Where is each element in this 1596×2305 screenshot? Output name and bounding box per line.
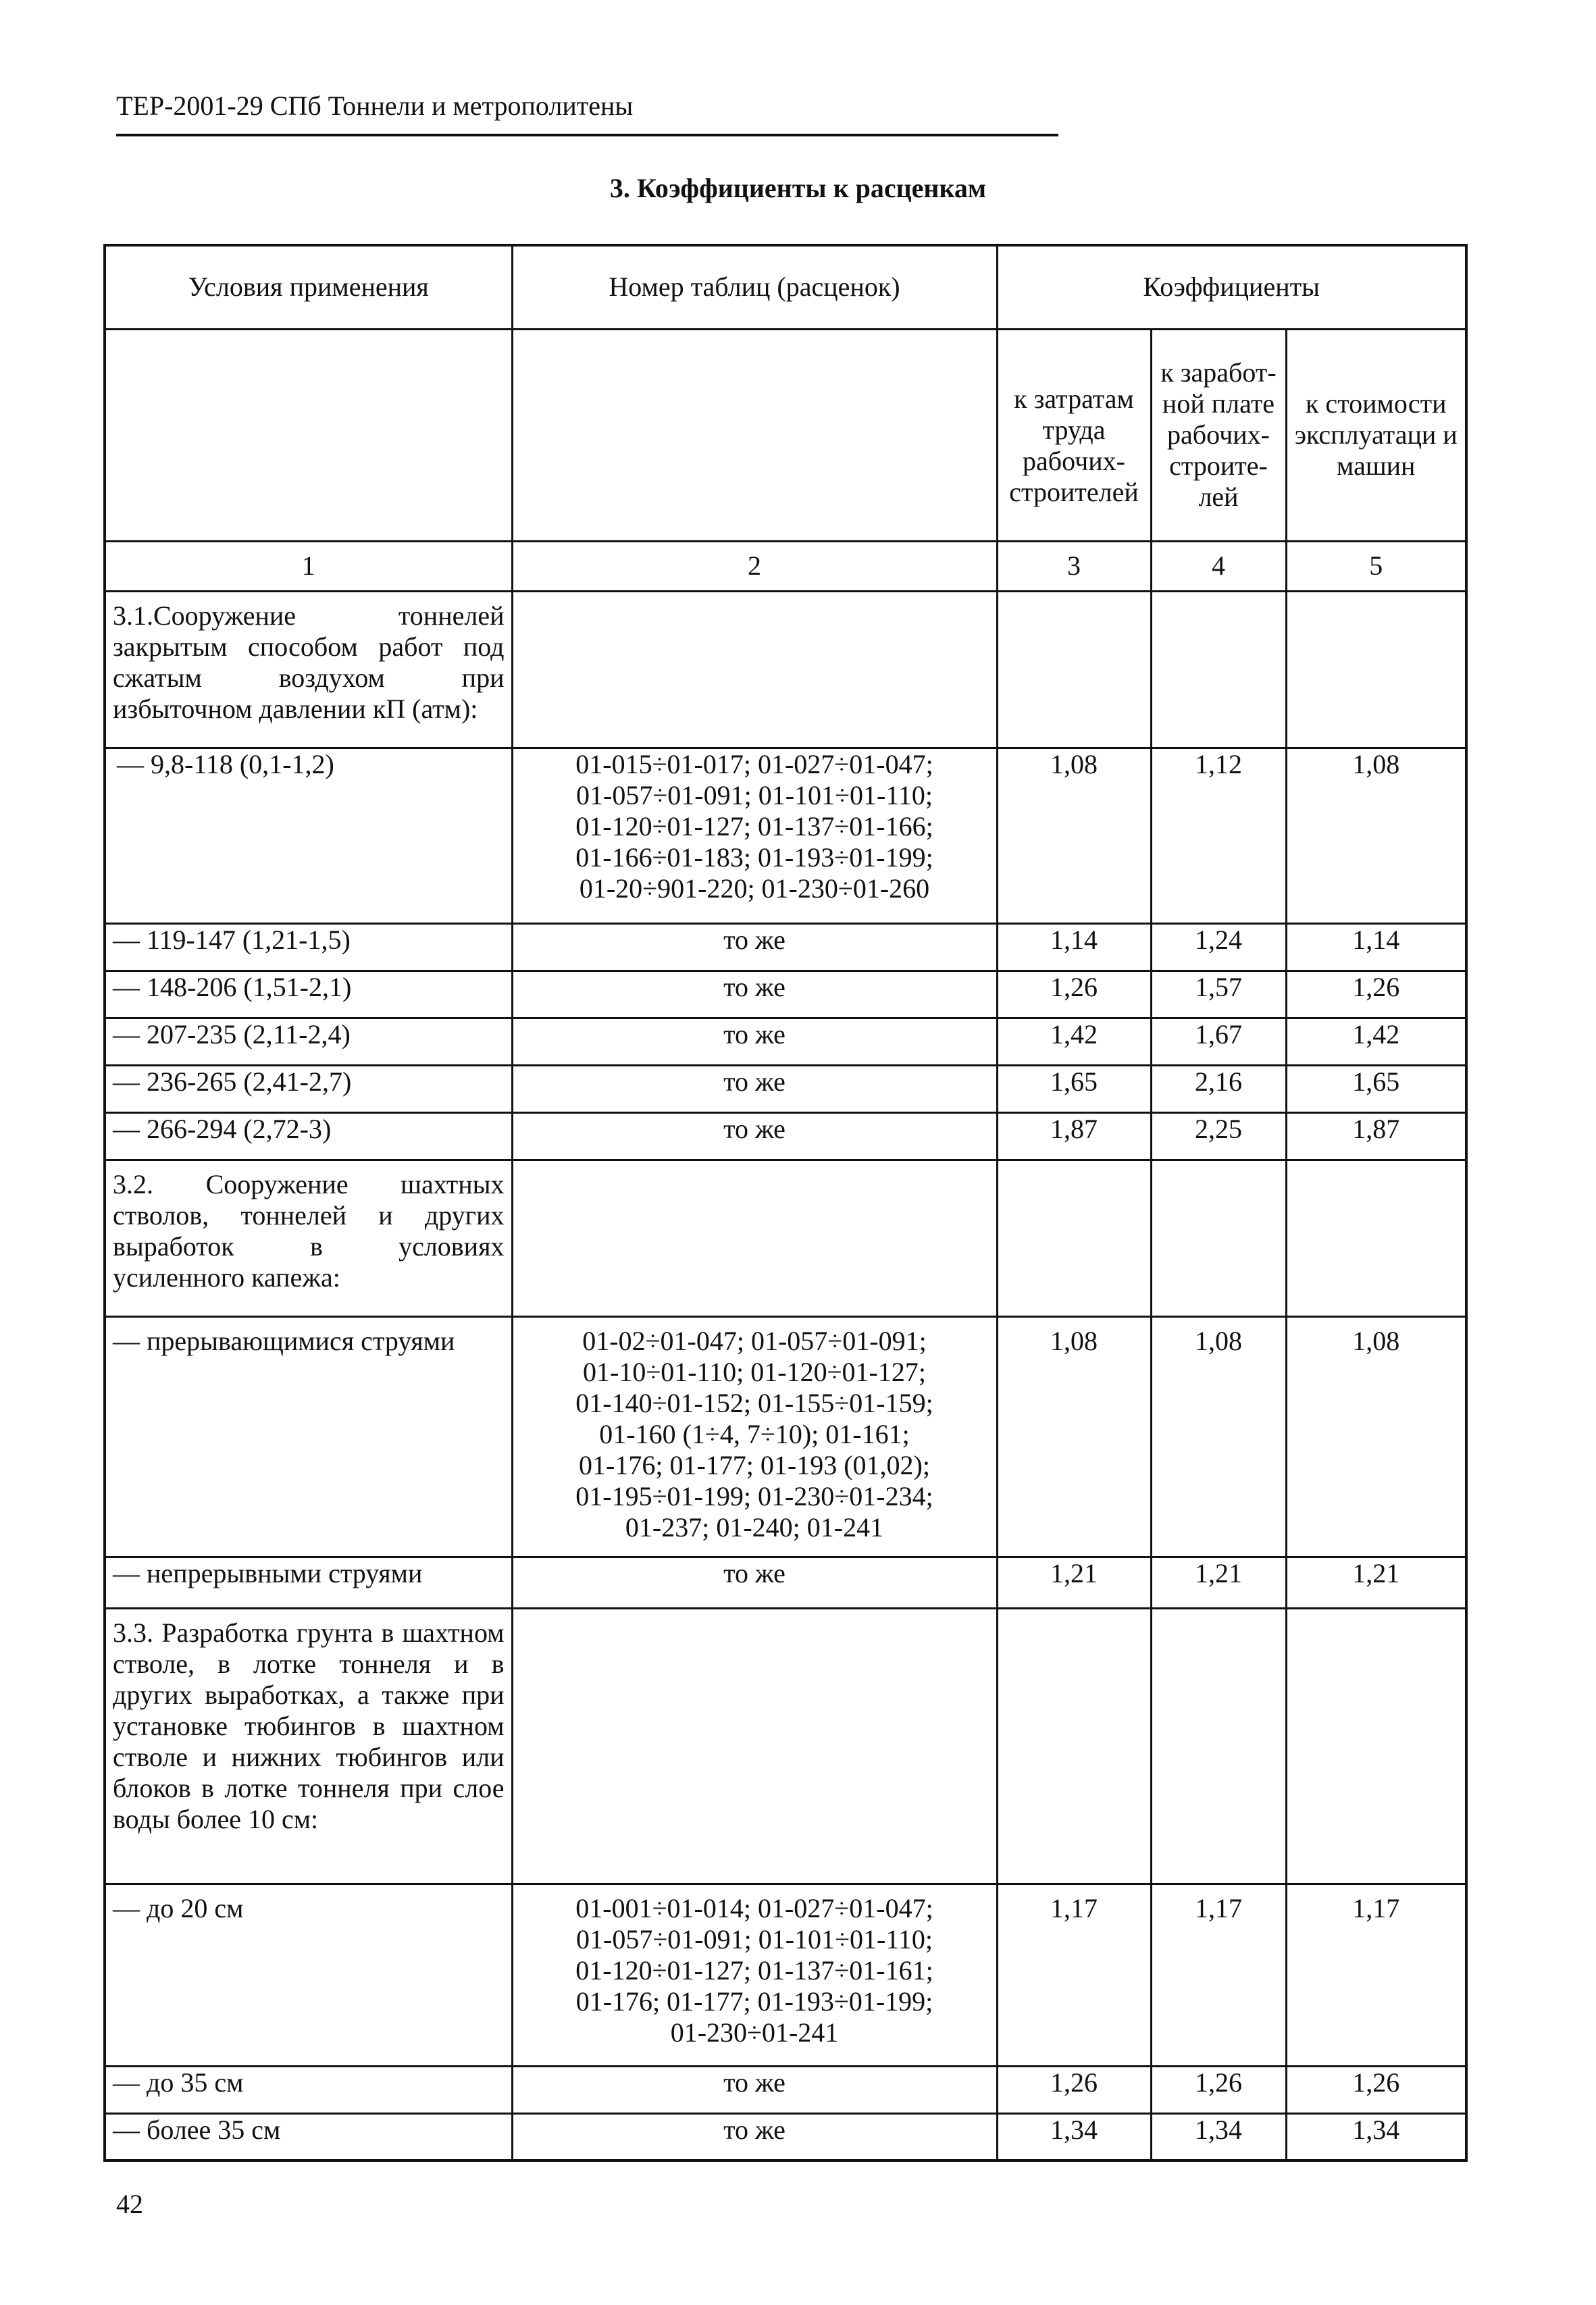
tables-line: 01-160 (1÷4, 7÷10); 01-161; bbox=[599, 1418, 910, 1449]
row-tables bbox=[512, 748, 997, 923]
group-title: 3.1.Сооружение тоннелей закрытым способом работ под сжатым воздухом при избыточном давлении кП (атм): bbox=[105, 591, 512, 748]
col-number-3: 3 bbox=[997, 541, 1151, 591]
table-row bbox=[105, 1557, 1466, 1608]
tables-line: 01-230÷01-241 bbox=[670, 2017, 839, 2048]
row-condition: — непрерывными струями bbox=[105, 1557, 512, 1608]
header-machines-text: к стоимости эксплуатаци и машин bbox=[1294, 388, 1458, 481]
row-coef-labor: 1,21 bbox=[997, 1557, 1151, 1608]
tables-line: 01-195÷01-199; 01-230÷01-234; bbox=[575, 1480, 933, 1511]
table-row bbox=[105, 970, 1466, 1018]
row-coef-machines: 1,21 bbox=[1286, 1557, 1466, 1608]
row-coef-wages: 2,16 bbox=[1151, 1065, 1286, 1112]
row-coef-labor: 1,87 bbox=[997, 1112, 1151, 1160]
tables-line: 01-057÷01-091; 01-101÷01-110; bbox=[576, 779, 933, 810]
page-number: 42 bbox=[116, 2189, 143, 2219]
row-coef-wages: 1,12 bbox=[1151, 748, 1286, 923]
row-coef-machines: 1,17 bbox=[1286, 1884, 1466, 2066]
header-conditions: Условия применения bbox=[105, 245, 512, 329]
row-tables: то же bbox=[512, 1018, 997, 1065]
row-coef-wages: 1,67 bbox=[1151, 1018, 1286, 1065]
table-row bbox=[105, 923, 1466, 970]
tables-line: 01-120÷01-127; 01-137÷01-166; bbox=[575, 810, 933, 841]
row-tables: то же bbox=[512, 1065, 997, 1112]
tables-line: 01-20÷901-220; 01-230÷01-260 bbox=[579, 873, 930, 904]
group-title-blank bbox=[512, 591, 997, 748]
tables-line: 01-015÷01-017; 01-027÷01-047; bbox=[575, 748, 933, 779]
row-condition: — до 35 см bbox=[105, 2066, 512, 2113]
row-coef-wages: 1,17 bbox=[1151, 1884, 1286, 2066]
tables-line: 01-10÷01-110; 01-120÷01-127; bbox=[583, 1356, 926, 1387]
group-title-blank bbox=[1151, 1608, 1286, 1884]
row-coef-machines: 1,26 bbox=[1286, 970, 1466, 1018]
group-title-blank bbox=[512, 1608, 997, 1884]
row-coef-wages: 1,21 bbox=[1151, 1557, 1286, 1608]
row-coef-machines: 1,26 bbox=[1286, 2066, 1466, 2113]
table-row bbox=[105, 1018, 1466, 1065]
row-tables bbox=[512, 1316, 997, 1557]
row-condition: — 9,8-118 (0,1-1,2) bbox=[105, 748, 512, 923]
row-condition: — 148-206 (1,51-2,1) bbox=[105, 970, 512, 1018]
running-header: ТЕР-2001-29 СПб Тоннели и метрополитены bbox=[116, 90, 634, 121]
row-coef-labor: 1,14 bbox=[997, 923, 1151, 970]
group-title: 3.3. Разработка грунта в шахтном стволе, в лотке тоннеля и в других выработках, а также при установке тюбингов в шахтном стволе и нижних тюбингов или блоков в лотке тоннеля при слое воды более 10 см: bbox=[105, 1608, 512, 1884]
header-coefficients: Коэффициенты bbox=[997, 245, 1466, 329]
row-tables: то же bbox=[512, 2113, 997, 2160]
group-title-blank bbox=[997, 1160, 1151, 1316]
table-row bbox=[105, 1316, 1466, 1557]
table-row bbox=[105, 1112, 1466, 1160]
table-row bbox=[105, 2066, 1466, 2113]
group-title-blank bbox=[512, 1160, 997, 1316]
row-coef-labor: 1,42 bbox=[997, 1018, 1151, 1065]
row-coef-wages: 1,34 bbox=[1151, 2113, 1286, 2160]
row-coef-wages: 1,57 bbox=[1151, 970, 1286, 1018]
row-coef-machines: 1,65 bbox=[1286, 1065, 1466, 1112]
header-blank-1 bbox=[105, 329, 512, 541]
group-title-blank bbox=[1286, 1608, 1466, 1884]
row-condition: — прерывающимися струями bbox=[105, 1316, 512, 1557]
row-coef-machines: 1,34 bbox=[1286, 2113, 1466, 2160]
col-number-4: 4 bbox=[1151, 541, 1286, 591]
tables-line: 01-057÷01-091; 01-101÷01-110; bbox=[576, 1923, 933, 1954]
row-coef-machines: 1,87 bbox=[1286, 1112, 1466, 1160]
tables-line: 01-176; 01-177; 01-193 (01,02); bbox=[579, 1449, 930, 1480]
row-coef-labor: 1,26 bbox=[997, 970, 1151, 1018]
group-title-blank bbox=[1286, 1160, 1466, 1316]
table-row bbox=[105, 1065, 1466, 1112]
tables-line: 01-176; 01-177; 01-193÷01-199; bbox=[575, 1986, 933, 2017]
header-blank-2 bbox=[512, 329, 997, 541]
section-title: 3. Коэффициенты к расценкам bbox=[609, 173, 987, 203]
group-title-blank bbox=[997, 591, 1151, 748]
group-title: 3.2. Сооружение шахтных стволов, тоннелей и других выработок в условиях усиленного капежа: bbox=[105, 1160, 512, 1316]
table-row bbox=[105, 1884, 1466, 2066]
table-row bbox=[105, 2113, 1466, 2160]
col-number-5: 5 bbox=[1286, 541, 1466, 591]
col-number-1: 1 bbox=[105, 541, 512, 591]
tables-line: 01-140÷01-152; 01-155÷01-159; bbox=[575, 1387, 933, 1418]
row-condition: — 236-265 (2,41-2,7) bbox=[105, 1065, 512, 1112]
group-title-blank bbox=[1151, 1160, 1286, 1316]
row-tables: то же bbox=[512, 1557, 997, 1608]
row-coef-wages: 1,08 bbox=[1151, 1316, 1286, 1557]
header-rule bbox=[116, 134, 1058, 136]
row-condition: — до 20 см bbox=[105, 1884, 512, 2066]
row-coef-machines: 1,14 bbox=[1286, 923, 1466, 970]
row-condition: — 266-294 (2,72-3) bbox=[105, 1112, 512, 1160]
group-title-blank bbox=[997, 1608, 1151, 1884]
row-coef-wages: 1,26 bbox=[1151, 2066, 1286, 2113]
header-machines bbox=[1286, 329, 1466, 541]
row-coef-labor: 1,34 bbox=[997, 2113, 1151, 2160]
header-table-numbers: Номер таблиц (расценок) bbox=[512, 245, 997, 329]
col-number-2: 2 bbox=[512, 541, 997, 591]
group-title-blank bbox=[1151, 591, 1286, 748]
row-condition: — 119-147 (1,21-1,5) bbox=[105, 923, 512, 970]
group-title-blank bbox=[1286, 591, 1466, 748]
header-labor-text: к затратам труда рабочих-строителей bbox=[1009, 384, 1139, 507]
row-coef-labor: 1,26 bbox=[997, 2066, 1151, 2113]
row-tables: то же bbox=[512, 923, 997, 970]
row-coef-wages: 2,25 bbox=[1151, 1112, 1286, 1160]
table-row bbox=[105, 748, 1466, 923]
row-coef-wages: 1,24 bbox=[1151, 923, 1286, 970]
row-tables: то же bbox=[512, 2066, 997, 2113]
tables-line: 01-120÷01-127; 01-137÷01-161; bbox=[575, 1954, 933, 1986]
row-coef-machines: 1,42 bbox=[1286, 1018, 1466, 1065]
tables-line: 01-02÷01-047; 01-057÷01-091; bbox=[582, 1325, 927, 1356]
row-condition: — 207-235 (2,11-2,4) bbox=[105, 1018, 512, 1065]
row-condition: — более 35 см bbox=[105, 2113, 512, 2160]
header-labor bbox=[997, 329, 1151, 541]
row-coef-machines: 1,08 bbox=[1286, 1316, 1466, 1557]
header-wages bbox=[1151, 329, 1286, 541]
row-tables: то же bbox=[512, 1112, 997, 1160]
row-coef-labor: 1,08 bbox=[997, 748, 1151, 923]
row-tables bbox=[512, 1884, 997, 2066]
tables-line: 01-001÷01-014; 01-027÷01-047; bbox=[575, 1892, 933, 1923]
header-wages-text: к заработ-ной плате рабочих-строите-лей bbox=[1160, 357, 1277, 512]
tables-line: 01-166÷01-183; 01-193÷01-199; bbox=[575, 841, 933, 873]
row-coef-labor: 1,08 bbox=[997, 1316, 1151, 1557]
tables-line: 01-237; 01-240; 01-241 bbox=[625, 1511, 884, 1543]
row-tables: то же bbox=[512, 970, 997, 1018]
row-coef-labor: 1,17 bbox=[997, 1884, 1151, 2066]
coefficients-table bbox=[103, 244, 1468, 2162]
row-coef-labor: 1,65 bbox=[997, 1065, 1151, 1112]
row-coef-machines: 1,08 bbox=[1286, 748, 1466, 923]
